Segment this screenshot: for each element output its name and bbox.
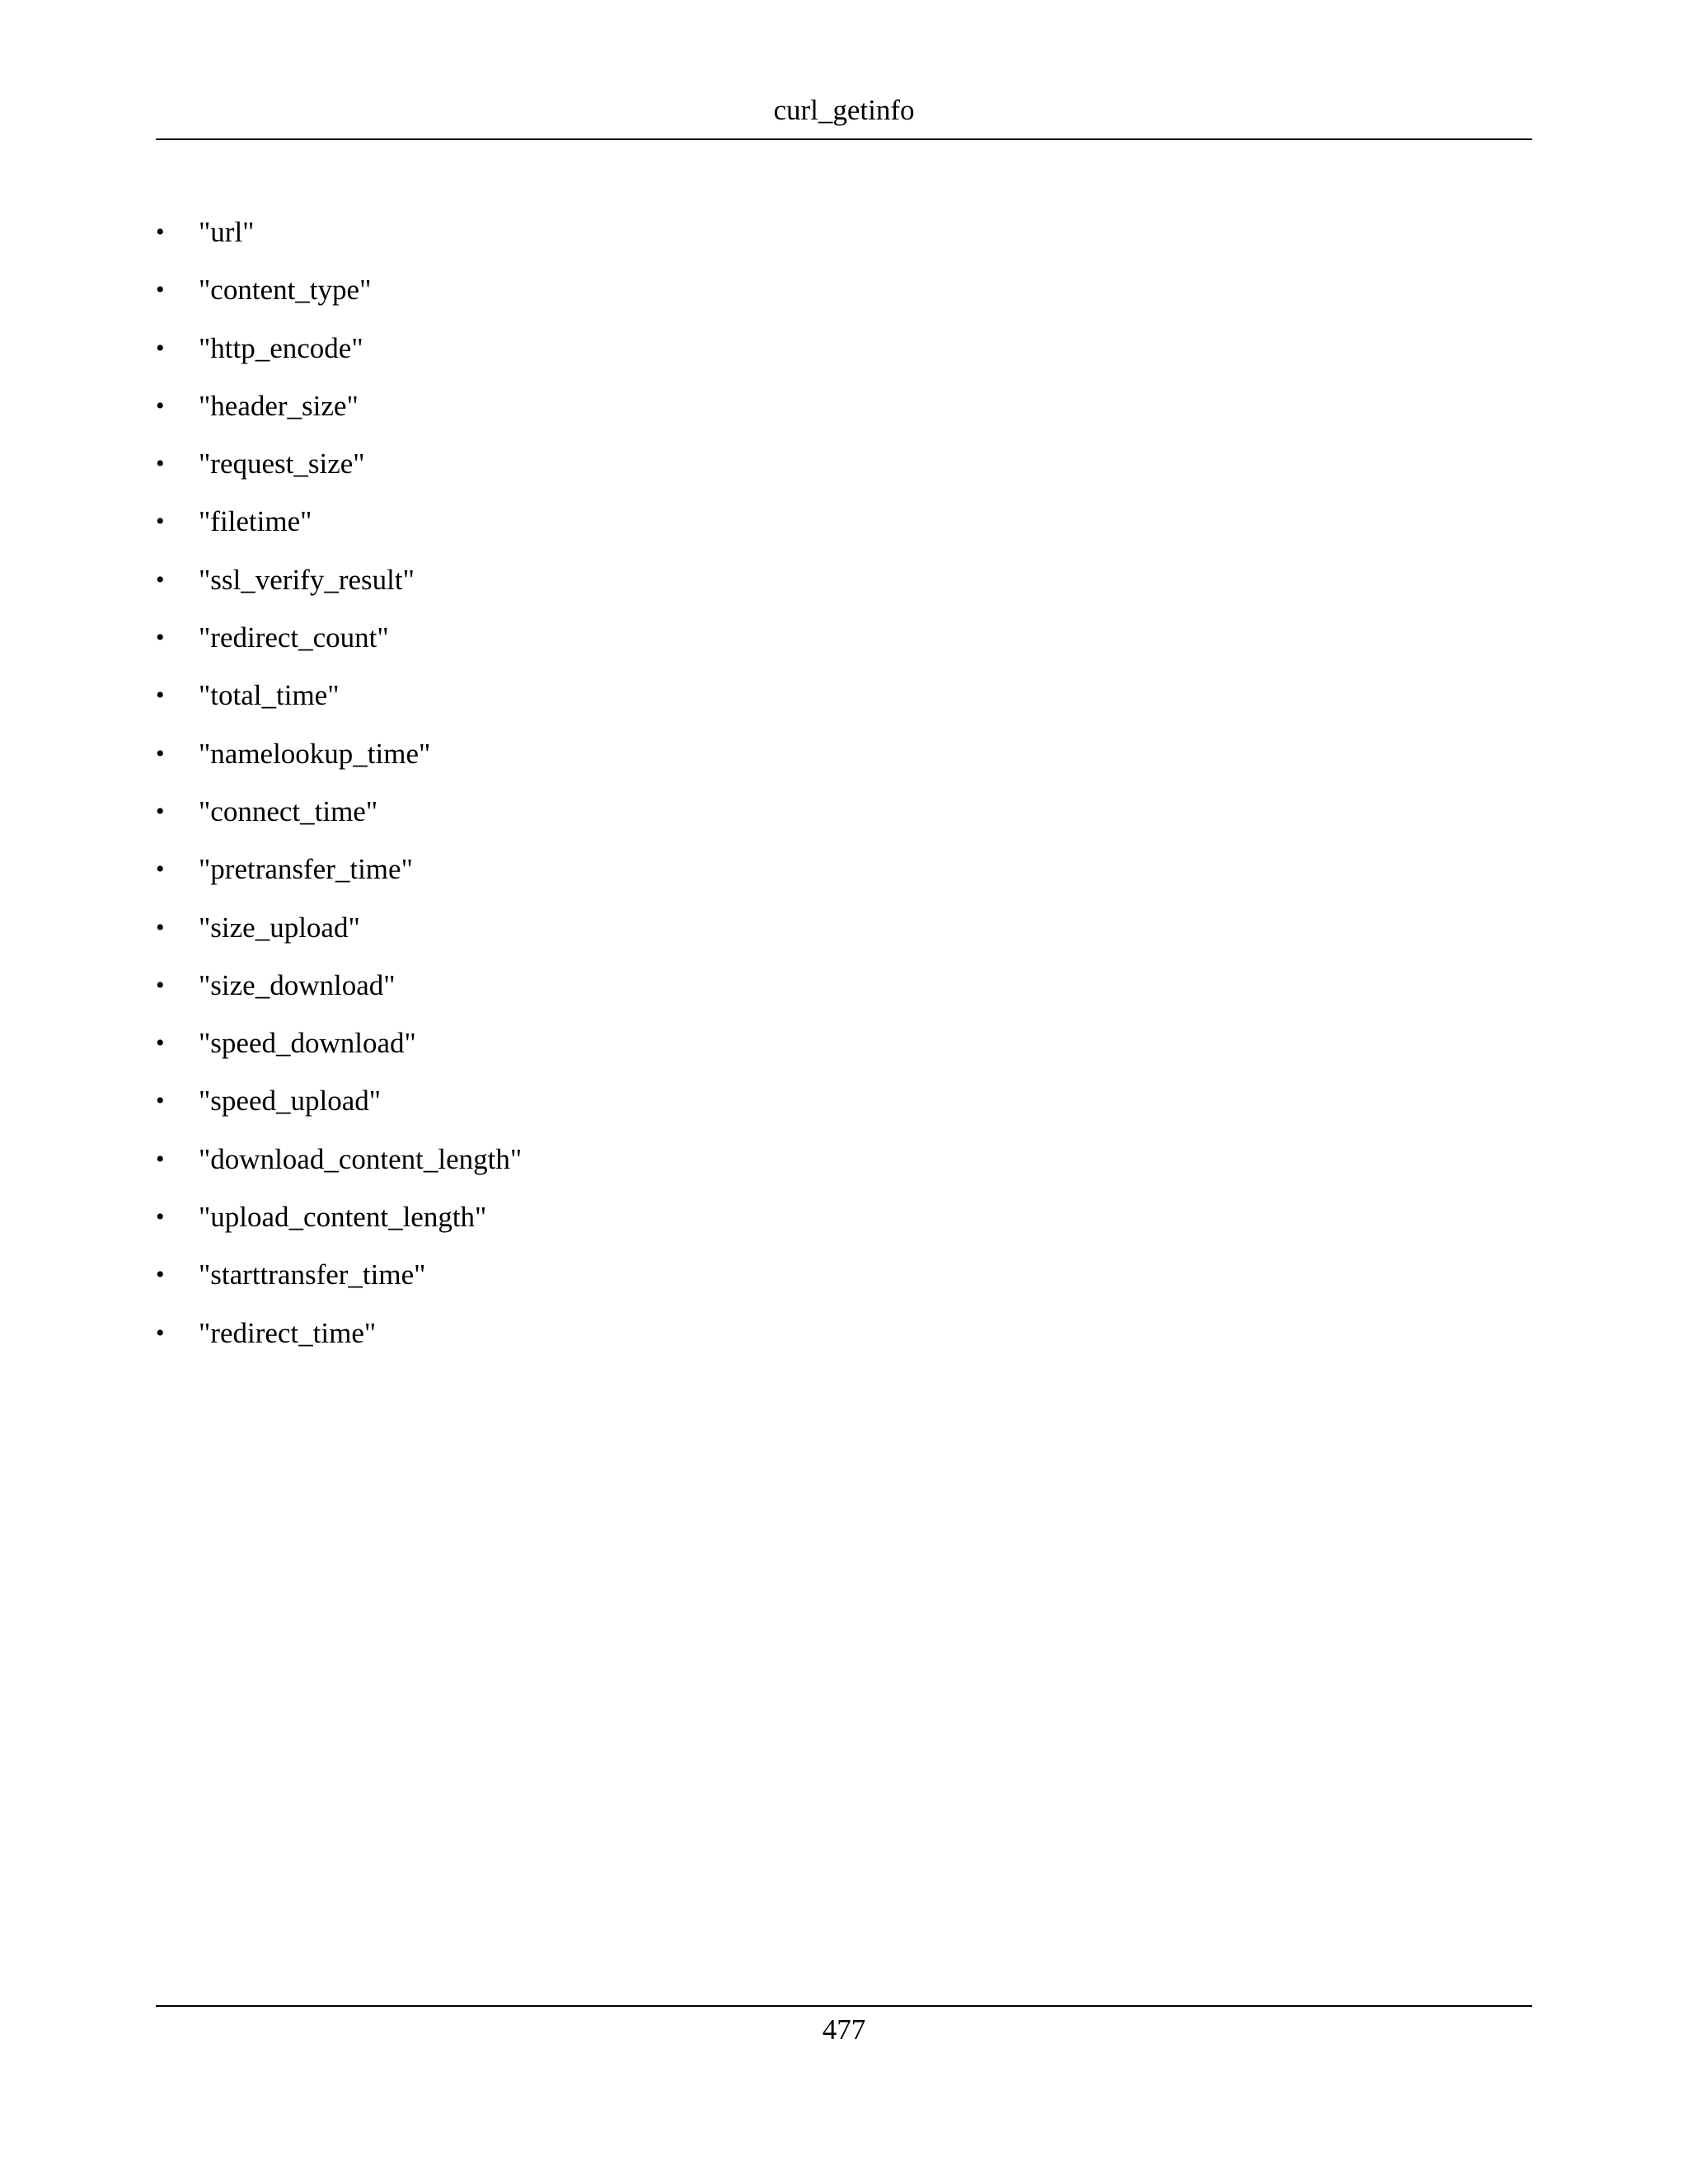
list-item-text: "ssl_verify_result" [199, 563, 415, 596]
list-item [156, 446, 1532, 504]
bullet-icon: • [156, 218, 165, 246]
bullet-icon: • [156, 450, 165, 478]
list-item-text: "redirect_time" [199, 1316, 377, 1349]
page-footer [156, 2005, 1532, 2048]
list-item [156, 1315, 1532, 1373]
page-content [156, 214, 1532, 1373]
list-item-text: "url" [199, 216, 255, 248]
list-item [156, 330, 1532, 388]
list-item [156, 968, 1532, 1025]
bullet-icon: • [156, 855, 165, 883]
bullet-icon: • [156, 1319, 165, 1347]
bullet-icon: • [156, 971, 165, 999]
list-item [156, 620, 1532, 677]
list-item-text: "request_size" [199, 448, 365, 480]
bullet-icon: • [156, 508, 165, 536]
list-item [156, 910, 1532, 968]
list-item [156, 1083, 1532, 1141]
list-item [156, 1141, 1532, 1199]
bullet-icon: • [156, 1029, 165, 1057]
list-item-text: "starttransfer_time" [199, 1258, 426, 1291]
list-item-text: "filetime" [199, 505, 312, 538]
bullet-icon: • [156, 334, 165, 362]
bullet-icon: • [156, 391, 165, 419]
bullet-icon: • [156, 1203, 165, 1231]
page-number: 477 [822, 2013, 866, 2046]
bullet-icon: • [156, 565, 165, 593]
bullet-icon: • [156, 1261, 165, 1289]
list-item-text: "size_upload" [199, 911, 360, 944]
list-item-text: "redirect_count" [199, 621, 389, 654]
list-item [156, 272, 1532, 330]
list-item-text: "download_content_length" [199, 1142, 523, 1175]
list-item-text: "total_time" [199, 679, 340, 712]
page-title: curl_getinfo [773, 94, 915, 126]
bullet-icon: • [156, 624, 165, 652]
list-item-text: "connect_time" [199, 794, 378, 827]
list-item [156, 736, 1532, 794]
info-option-list [156, 214, 1532, 1373]
bullet-icon: • [156, 913, 165, 941]
list-item-text: "speed_upload" [199, 1085, 382, 1118]
bullet-icon: • [156, 797, 165, 825]
list-item-text: "pretransfer_time" [199, 853, 413, 886]
list-item [156, 1199, 1532, 1257]
list-item [156, 851, 1532, 909]
list-item [156, 794, 1532, 851]
list-item-text: "http_encode" [199, 331, 363, 364]
list-item [156, 214, 1532, 272]
list-item [156, 562, 1532, 620]
bullet-icon: • [156, 739, 165, 767]
list-item-text: "content_type" [199, 274, 372, 307]
bullet-icon: • [156, 682, 165, 710]
list-item-text: "upload_content_length" [199, 1201, 487, 1234]
list-item-text: "size_download" [199, 968, 396, 1001]
bullet-icon: • [156, 276, 165, 304]
list-item [156, 504, 1532, 561]
page-header [156, 92, 1532, 140]
bullet-icon: • [156, 1145, 165, 1173]
list-item [156, 1257, 1532, 1315]
list-item-text: "namelookup_time" [199, 737, 431, 770]
list-item-text: "speed_download" [199, 1027, 416, 1060]
list-item [156, 388, 1532, 446]
list-item-text: "header_size" [199, 389, 359, 422]
list-item [156, 1025, 1532, 1083]
bullet-icon: • [156, 1087, 165, 1115]
list-item [156, 677, 1532, 735]
